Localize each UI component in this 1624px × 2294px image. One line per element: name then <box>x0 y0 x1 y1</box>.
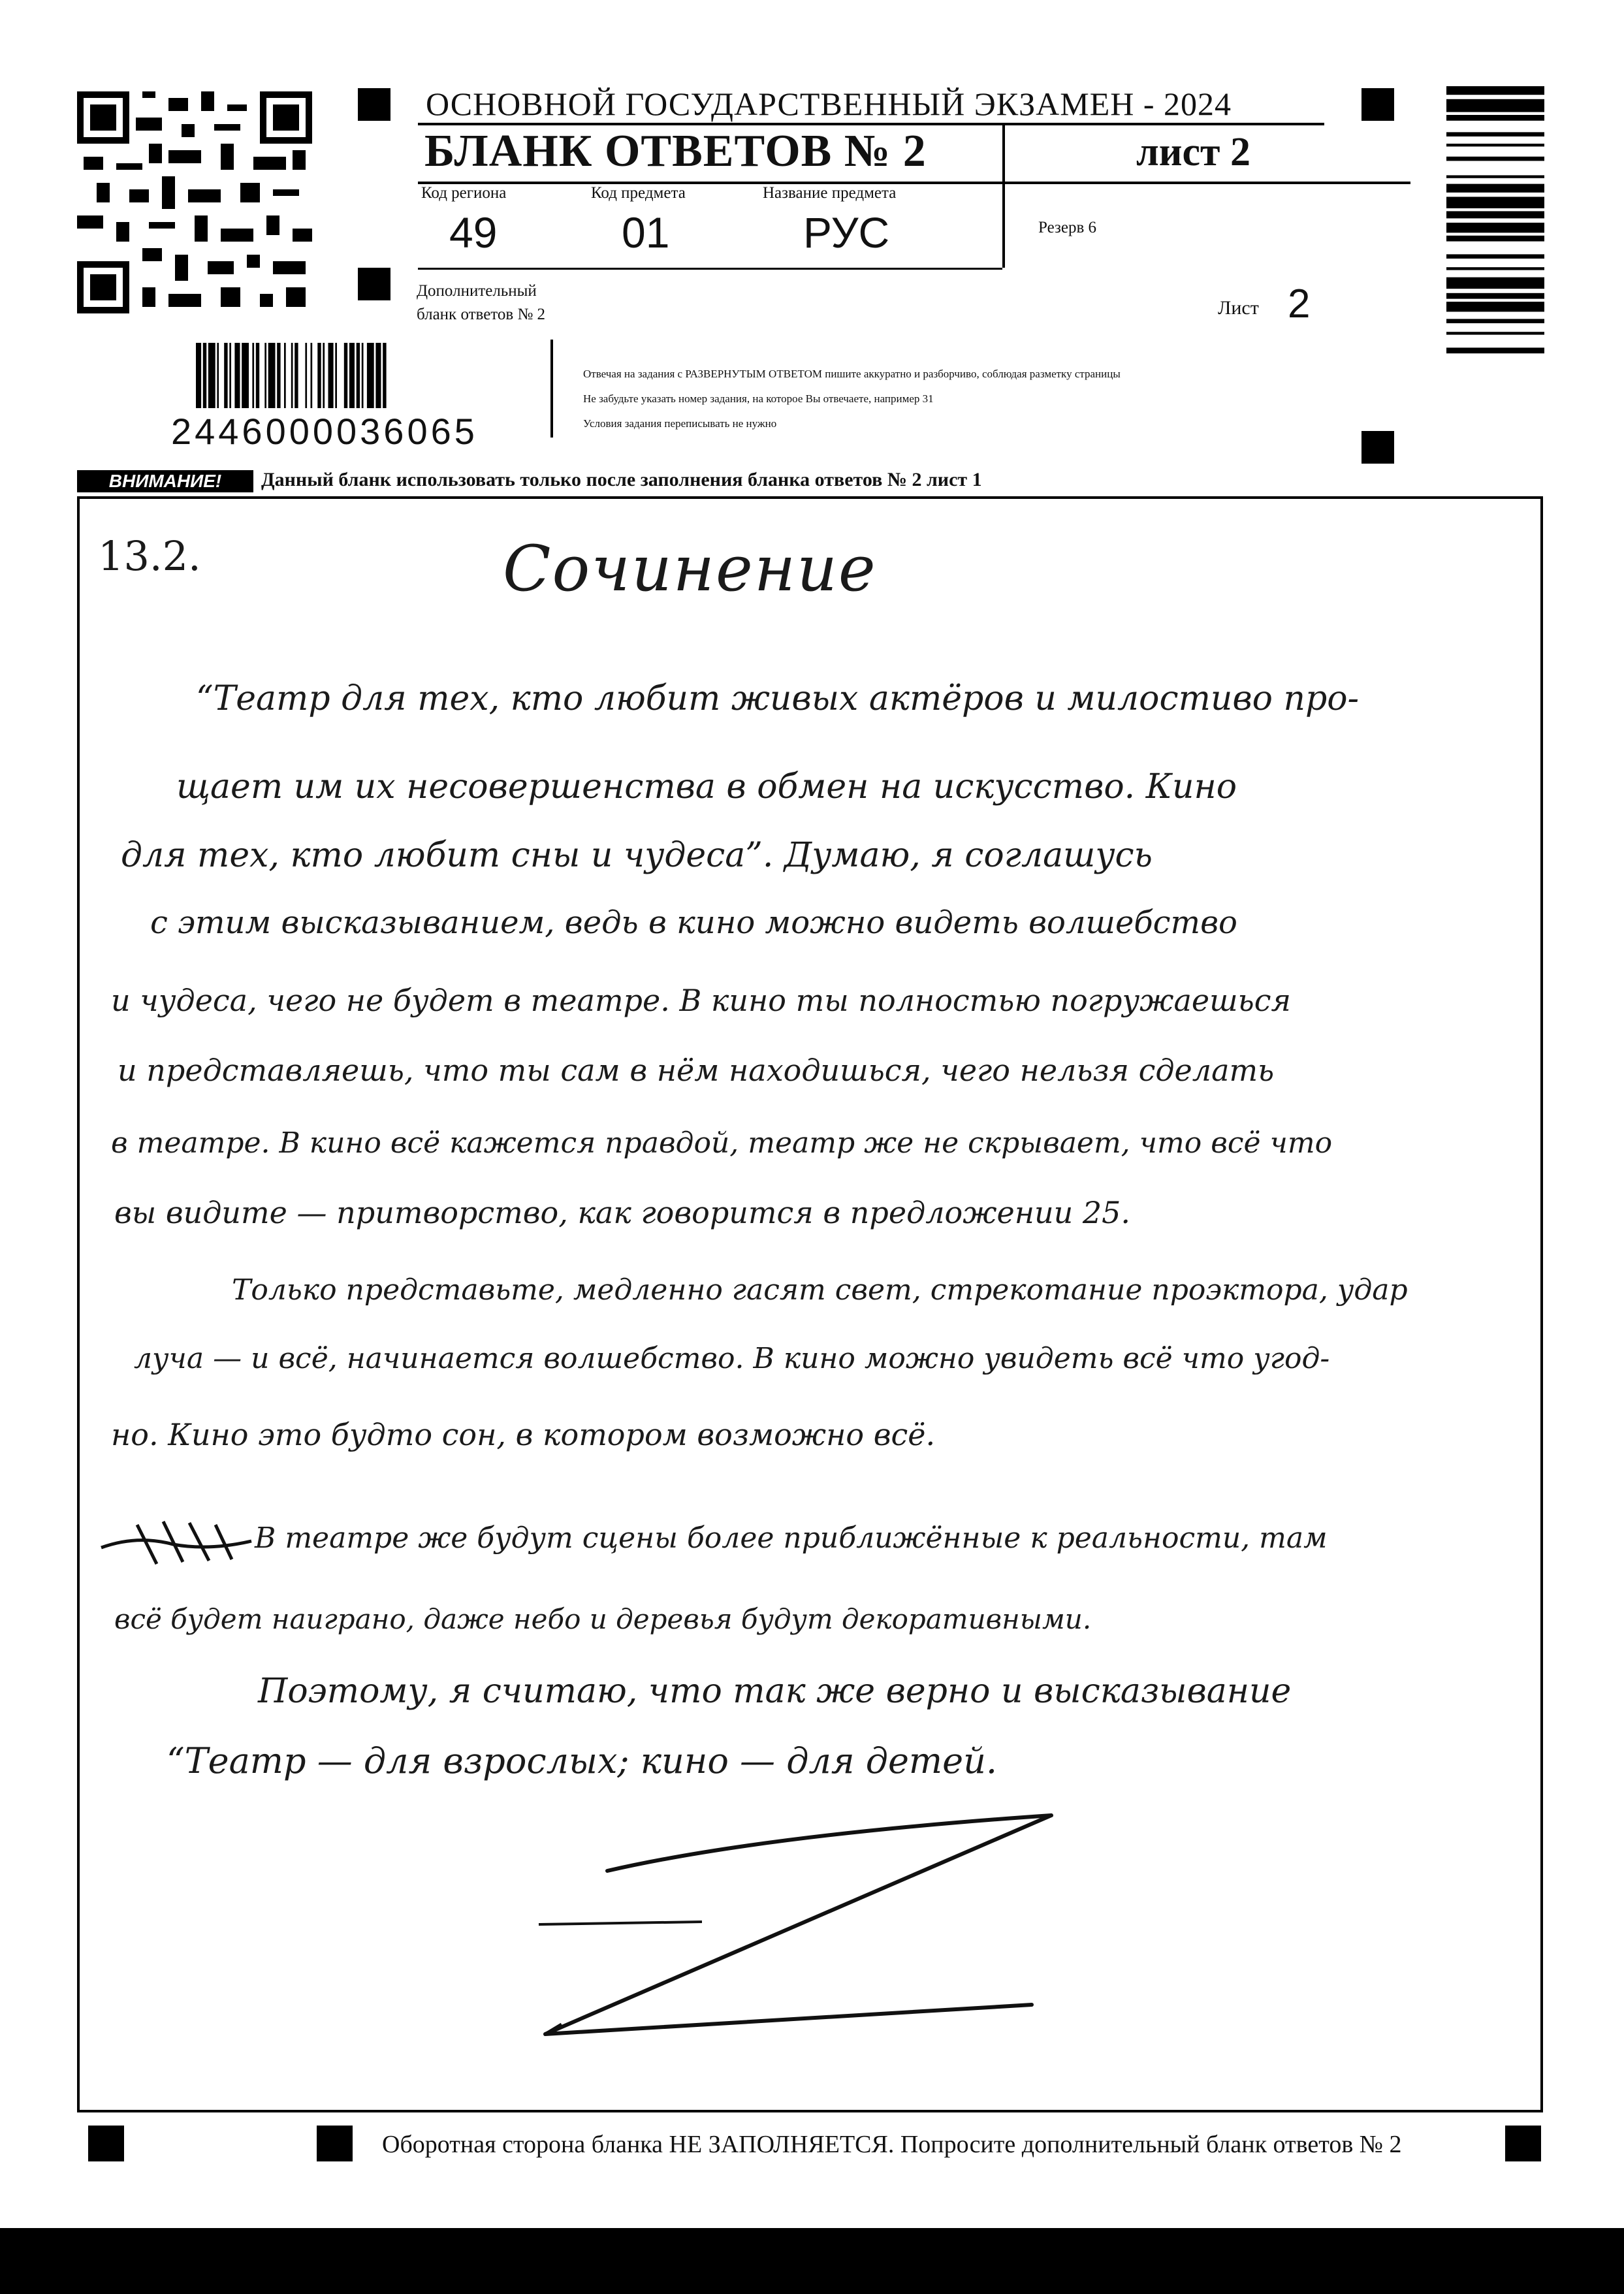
footer-note: Оборотная сторона бланка НЕ ЗАПОЛНЯЕТСЯ. Попросите дополнительный бланк ответов № 2 <box>382 2131 1402 2158</box>
underline-stroke <box>535 1917 705 1930</box>
instructions <box>583 362 1121 436</box>
essay-line-6: и представляешь, что ты сам в нём находишься, чего нельзя сделать <box>118 1053 1275 1088</box>
registration-mark-mid-right <box>1361 431 1394 464</box>
essay-line-10: луча — и всё, начинается волшебство. В кино можно увидеть всё что угод- <box>134 1342 1330 1375</box>
essay-line-2: щает им их несовершенства в обмен на искусство. Кино <box>176 767 1237 806</box>
essay-line-15: “Театр — для взрослых; кино — для детей. <box>167 1740 998 1781</box>
attention-text: Данный бланк использовать только после заполнения бланка ответов № 2 лист 1 <box>261 469 982 490</box>
sheet-field-value: 2 <box>1288 281 1311 327</box>
header-rule <box>418 182 1410 184</box>
sheet-label: лист 2 <box>1136 130 1250 174</box>
attention-badge: ВНИМАНИЕ! <box>77 470 253 492</box>
subject-name-label: Название предмета <box>763 184 897 202</box>
instruction-line-1: Отвечая на задания с РАЗВЕРНУТЫМ ОТВЕТОМ пишите аккуратно и разборчиво, соблюдая разметку страницы <box>583 368 1121 380</box>
barcode-number: 2446000036065 <box>171 411 478 452</box>
essay-line-3: для тех, кто любит сны и чудеса”. Думаю, я соглашусь <box>121 836 1153 875</box>
essay-line-7: в театре. В кино всё кажется правдой, театр же не скрывает, что всё что <box>111 1126 1333 1160</box>
registration-mark-bottom-center <box>317 2126 353 2161</box>
region-code-label: Код региона <box>421 184 507 202</box>
essay-line-13: всё будет наиграно, даже небо и деревья будут декоративными. <box>114 1603 1092 1635</box>
registration-mark-bottom-left <box>88 2126 124 2161</box>
subject-code-value: 01 <box>622 208 670 257</box>
registration-mark-mid-left <box>358 268 390 300</box>
registration-mark-top-left <box>358 88 390 121</box>
crossed-out-mark <box>98 1515 255 1567</box>
essay-line-4: с этим высказыванием, ведь в кино можно видеть волшебство <box>150 904 1237 941</box>
essay-line-11: но. Кино это будто сон, в котором возможно всё. <box>111 1417 936 1452</box>
exam-title: ОСНОВНОЙ ГОСУДАРСТВЕННЫЙ ЭКЗАМЕН - 2024 <box>426 86 1232 122</box>
essay-line-8: вы видите — притворство, как говорится в предложении 25. <box>114 1195 1131 1230</box>
essay-line-14: Поэтому, я считаю, что так же верно и высказывание <box>258 1672 1292 1711</box>
header-divider <box>1002 125 1005 268</box>
registration-mark-bottom-right <box>1505 2126 1541 2161</box>
essay-line-1: “Театр для тех, кто любит живых актёров и милостиво про- <box>196 679 1360 718</box>
task-number: 13.2. <box>98 532 201 580</box>
registration-mark-top-right <box>1361 88 1394 121</box>
scan-border <box>0 2228 1624 2294</box>
essay-heading: Сочинение <box>503 532 877 605</box>
essay-line-9: Только представьте, медленно гасят свет, стрекотание проэктора, удар <box>232 1273 1408 1307</box>
extra-form-label-1: Дополнительный <box>417 282 537 300</box>
form-title: БЛАНК ОТВЕТОВ № 2 <box>424 126 927 176</box>
essay-line-12: В театре же будут сцены более приближённые к реальности, там <box>255 1521 1328 1555</box>
region-code-value: 49 <box>449 208 498 257</box>
subject-name-value: РУС <box>803 208 890 257</box>
qr-code <box>77 91 312 313</box>
barcode-divider <box>550 340 553 438</box>
instruction-line-2: Не забудьте указать номер задания, на которое Вы отвечаете, например 31 <box>583 392 934 405</box>
essay-line-5: и чудеса, чего не будет в театре. В кино ты полностью погружаешься <box>111 983 1291 1018</box>
extra-form-label-2: бланк ответов № 2 <box>417 306 546 323</box>
sheet-field-label: Лист <box>1218 297 1259 319</box>
subject-code-label: Код предмета <box>591 184 686 202</box>
barcode <box>196 343 537 418</box>
codes-rule <box>418 268 1002 270</box>
instruction-line-3: Условия задания переписывать не нужно <box>583 417 777 430</box>
reserve-label: Резерв 6 <box>1038 219 1097 236</box>
side-barcode <box>1446 86 1544 455</box>
